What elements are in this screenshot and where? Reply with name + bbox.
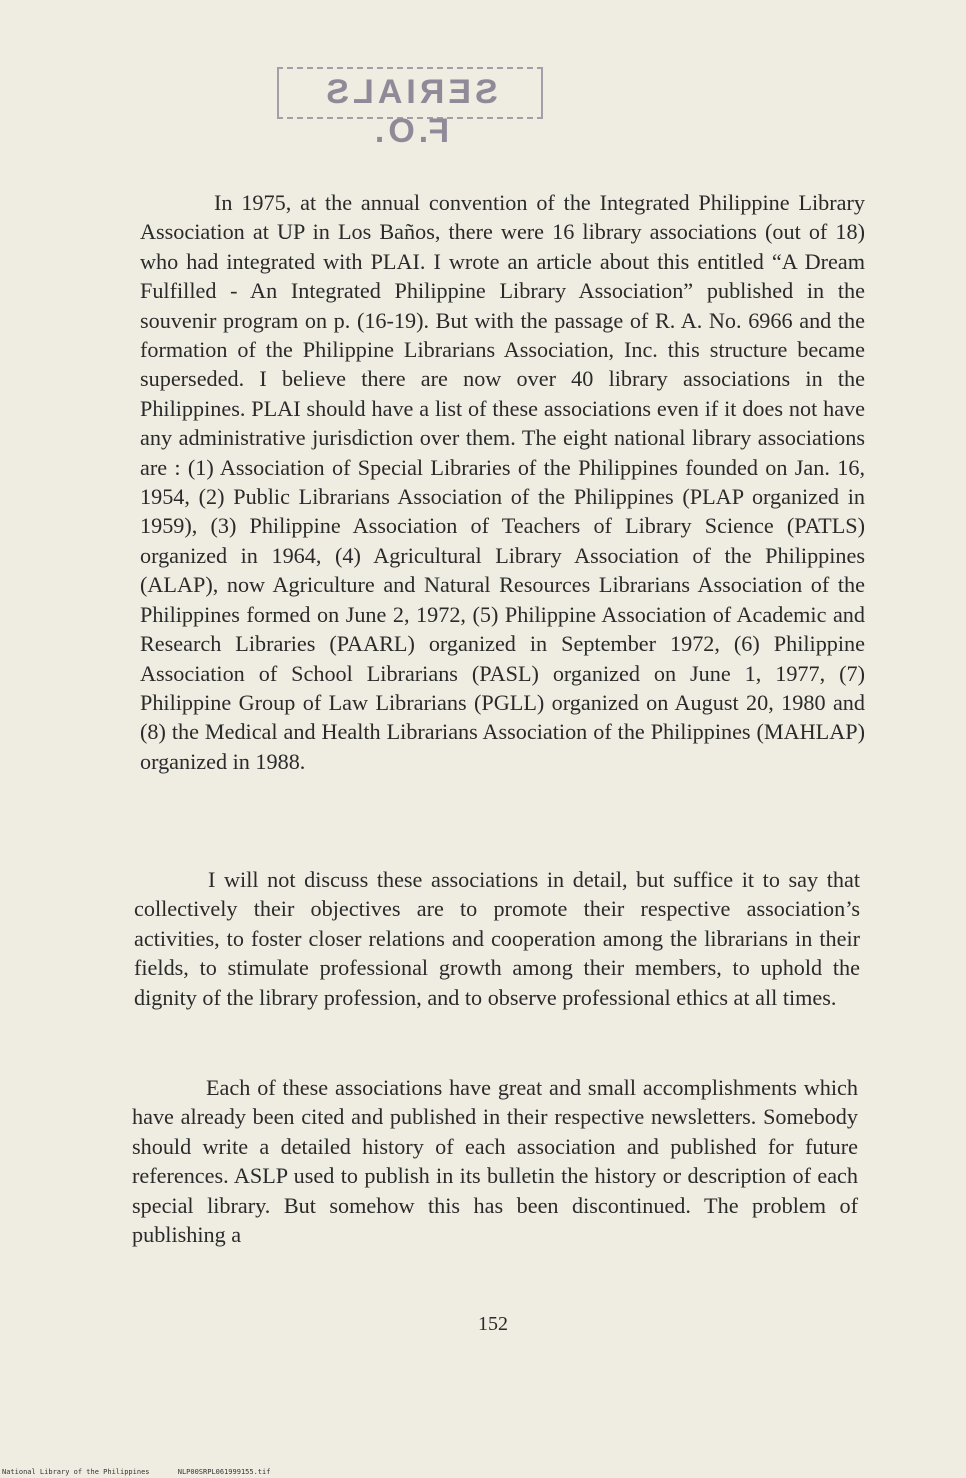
serials-stamp	[277, 67, 543, 150]
paragraph-objectives: I will not discuss these associations in detail, but suffice it to say that collectively their objectives are to promote their respective association’s activities, to foster closer relations and cooperation among the librarians in their fields, to stimulate professional growth among their members, to uphold the dignity of the library profession, and to observe professional ethics at all times.	[134, 867, 860, 1010]
footer-institution: National Library of the Philippines	[2, 1468, 150, 1476]
page-number: 152	[478, 1313, 508, 1335]
paragraph-accomplishments: Each of these associations have great and small accomplishments which have already been cited and published in their respective newsletters. Somebody should write a detailed history of each association and published for future references. ASLP used to publish in its bulletin the history or description of each special library. But somehow this has been discontinued. The problem of publishing a	[132, 1075, 858, 1248]
paragraph-associations-history: In 1975, at the annual convention of the Integrated Philippine Library Association at UP in Los Baños, there were 16 library associations (out of 18) who had integrated with PLAI. I wrote an article about this entitled “A Dream Fulfilled - An Integrated Philippine Library Association” published in the souvenir program on p. (16-19). But with the passage of R. A. No. 6966 and the formation of the Philippine Librarians Association, Inc. this structure became superseded. I believe there are now over 40 library associations in the Philippines. PLAI should have a list of these associations even if it does not have any administrative jurisdiction over them. The eight national library associations are : (1) Association of Special Libraries of the Philippines founded on Jan. 16, 1954, (2) Public Librarians Association of the Philippines (PLAP organized in 1959), (3) Philippine Association of Teachers of Library Science (PATLS) organized in 1964, (4) Agricultural Library Association of the Philippines (ALAP), now Agriculture and Natural Resources Librarians Association of the Philippines formed on June 2, 1972, (5) Philippine Association of Academic and Research Libraries (PAARL) organized in September 1972, (6) Philippine Association of School Librarians (PASL) organized on June 1, 1977, (7) Philippine Group of Law Librarians (PGLL) organized on August 20, 1980 and (8) the Medical and Health Librarians Association of the Philippines (MAHLAP) organized in 1988.	[140, 190, 865, 774]
footer-file-name: NLP00SRPL061999155.tif	[177, 1468, 271, 1476]
scan-footer	[2, 1468, 602, 1476]
stamp-text: SERIALS F.O.	[322, 73, 498, 150]
